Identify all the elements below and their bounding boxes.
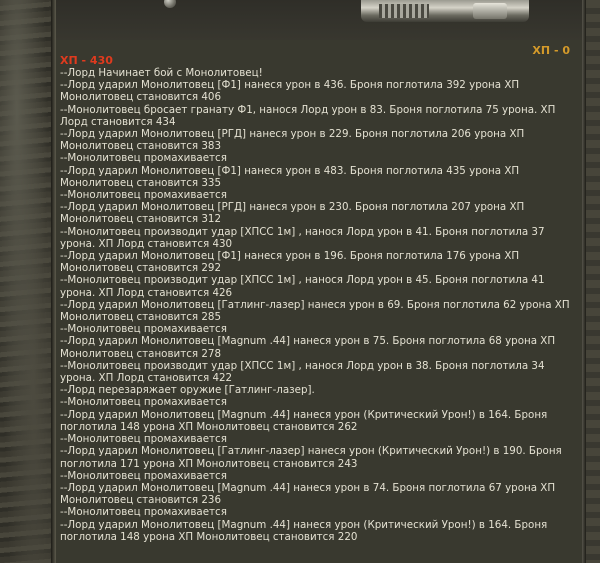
log-line: --Монолитовец промахивается	[60, 506, 227, 519]
combat-log-panel	[56, 40, 582, 563]
rivet-icon	[164, 0, 176, 8]
log-line: --Лорд ударил Монолитовец [Гатлинг-лазер] нанеся урон (Критический Урон!) в 190. Броня поглотила 171 урона ХП Монолитовец становится 243	[60, 445, 562, 470]
log-line: --Лорд ударил Монолитовец [Ф1] нанеся урон в 196. Броня поглотила 176 урона ХП Монолитовец становится 292	[60, 250, 520, 275]
log-line: --Монолитовец промахивается	[60, 433, 227, 446]
log-line: --Лорд ударил Монолитовец [Magnum .44] нанеся урон (Критический Урон!) в 164. Броня поглотила 148 урона ХП Монолитовец становится 262	[60, 408, 548, 433]
log-line: --Монолитовец промахивается	[60, 469, 227, 482]
left-stone-border	[0, 0, 56, 563]
log-line: --Лорд ударил Монолитовец [РГД] нанеся урон в 229. Броня поглотила 206 урона ХП Монолитовец становится 383	[60, 128, 525, 153]
log-line: --Монолитовец бросает гранату Ф1, нанося Лорд урон в 83. Броня поглотила 75 урона. ХП Лорд становится 434	[60, 103, 556, 128]
log-line: --Лорд ударил Монолитовец [Magnum .44] нанеся урон в 75. Броня поглотила 68 урона ХП Монолитовец становится 278	[60, 335, 556, 360]
weapon-image	[361, 0, 529, 22]
log-line: --Лорд Начинает бой с Монолитовец!	[60, 67, 263, 79]
log-line: --Лорд ударил Монолитовец [Ф1] нанеся урон в 436. Броня поглотила 392 урона ХП Монолитовец становится 406	[60, 79, 520, 104]
combat-log	[60, 67, 576, 543]
player-hp-label: ХП - 430	[60, 54, 113, 67]
log-line: --Лорд ударил Монолитовец [Гатлинг-лазер] нанеся урон в 69. Броня поглотила 62 урона ХП Монолитовец становится 285	[60, 298, 570, 324]
log-line: --Лорд перезаряжает оружие [Гатлинг-лазер].	[60, 384, 315, 397]
log-line: --Монолитовец промахивается	[60, 152, 227, 165]
log-line: --Монолитовец промахивается	[60, 323, 227, 336]
right-metal-border	[582, 0, 600, 563]
log-line: --Монолитовец производит удар [ХПСС 1м] , нанося Лорд урон в 38. Броня поглотила 34 урона. ХП Лорд становится 422	[60, 359, 545, 385]
log-line: --Лорд ударил Монолитовец [Magnum .44] нанеся урон (Критический Урон!) в 164. Броня поглотила 148 урона ХП Монолитовец становится 220	[60, 518, 548, 543]
log-line: --Монолитовец промахивается	[60, 396, 227, 409]
log-line: --Лорд ударил Монолитовец [Ф1] нанеся урон в 483. Броня поглотила 435 урона ХП Монолитовец становится 335	[60, 164, 520, 189]
log-line: --Лорд ударил Монолитовец [РГД] нанеся урон в 230. Броня поглотила 207 урона ХП Монолитовец становится 312	[60, 201, 525, 226]
log-line: --Монолитовец промахивается	[60, 189, 227, 202]
log-line: --Лорд ударил Монолитовец [Magnum .44] нанеся урон в 74. Броня поглотила 67 урона ХП Монолитовец становится 236	[60, 481, 556, 507]
log-line: --Монолитовец производит удар [ХПСС 1м] , нанося Лорд урон в 41. Броня поглотила 37 урона. ХП Лорд становится 430	[60, 225, 545, 250]
top-banner	[56, 0, 582, 40]
enemy-hp-label: ХП - 0	[532, 44, 570, 57]
log-line: --Монолитовец производит удар [ХПСС 1м] , нанося Лорд урон в 45. Броня поглотила 41 урона. ХП Лорд становится 426	[60, 274, 545, 299]
